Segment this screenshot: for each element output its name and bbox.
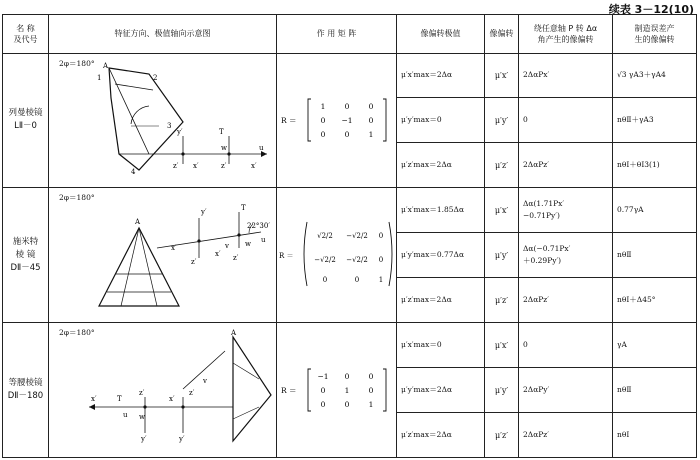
- error-value: nθⅡ: [613, 233, 697, 278]
- label-y: y′: [201, 208, 207, 217]
- matrix-cell-0-0: 1: [320, 102, 326, 112]
- label-4: 4: [131, 167, 136, 176]
- error-value: nθⅡ＋γA3: [613, 98, 697, 143]
- deflection-symbol: μ′x′: [485, 323, 519, 368]
- prism-table: [2, 14, 697, 458]
- label-z2: z′: [221, 161, 227, 170]
- header-row: [3, 15, 697, 54]
- label-w: w: [221, 143, 227, 152]
- error-value: √3 γA3＋γA4: [613, 53, 697, 98]
- matrix-cell-0-1: −√2/2: [346, 232, 368, 241]
- arbitrary-axis-value: 0: [519, 323, 613, 368]
- matrix-cell: [277, 323, 397, 458]
- extreme-value: μ′z′max＝2Δα: [397, 143, 485, 188]
- angle-label: 2φ＝180°: [59, 193, 95, 203]
- deflection-symbol: μ′x′: [485, 53, 519, 98]
- matrix-cell-2-2: 1: [368, 400, 374, 410]
- header-error: 制造误差产 生的像偏转: [613, 15, 697, 54]
- matrix-cell-2-0: 0: [320, 130, 326, 140]
- matrix-cell-2-1: 0: [354, 276, 360, 285]
- deflection-symbol: μ′y′: [485, 98, 519, 143]
- error-value: nθⅡ: [613, 368, 697, 413]
- error-value: nθⅠ: [613, 413, 697, 458]
- table-row: [3, 53, 697, 98]
- label-angle: 22°30′: [247, 222, 270, 231]
- header-arbitrary: 绕任意轴 P 转 Δα 角产生的像偏转: [519, 15, 613, 54]
- label-x: x′: [193, 161, 199, 170]
- arbitrary-axis-value: Δα(1.71Px′ −0.71Py′): [519, 188, 613, 233]
- matrix-prefix: R ＝: [281, 116, 297, 126]
- label-z2: z′: [189, 389, 195, 398]
- matrix-cell-0-1: 0: [344, 372, 350, 382]
- label-x: x′: [91, 395, 97, 404]
- matrix-cell-1-0: 0: [320, 386, 326, 396]
- matrix-cell-0-2: 0: [368, 372, 374, 382]
- matrix-cell-2-0: 0: [320, 400, 326, 410]
- label-y: y′: [177, 127, 183, 136]
- label-A: A: [103, 61, 109, 70]
- prism-name: 列曼棱镜 LⅡ－0: [3, 53, 49, 188]
- extreme-value: μ′y′max＝0: [397, 98, 485, 143]
- deflection-symbol: μ′y′: [485, 368, 519, 413]
- diagram-lehmann: [49, 53, 277, 188]
- header-name: 名 称 及代号: [3, 15, 49, 54]
- label-z2: z′: [233, 254, 239, 263]
- label-x2: x′: [169, 395, 175, 404]
- prism-name: 施米特 棱 镜 DⅡ－45: [3, 188, 49, 323]
- label-z: z′: [173, 161, 179, 170]
- matrix-schmidt: [277, 214, 397, 294]
- label-x2: x′: [215, 250, 221, 259]
- header-extreme: 像偏转极值: [397, 15, 485, 54]
- matrix-cell-0-2: 0: [368, 102, 374, 112]
- matrix-cell-2-0: 0: [322, 276, 328, 285]
- label-T: T: [219, 127, 224, 136]
- label-A: A: [231, 329, 237, 338]
- extreme-value: μ′z′max＝2Δα: [397, 413, 485, 458]
- label-x: x′: [171, 244, 177, 253]
- arbitrary-axis-value: 2ΔαPz′: [519, 143, 613, 188]
- matrix-cell-2-1: 0: [344, 130, 350, 140]
- header-deflection: 像偏转: [485, 15, 519, 54]
- diagram-isosceles: [49, 323, 277, 458]
- isosceles-prism-diagram: [49, 323, 277, 447]
- deflection-symbol: μ′z′: [485, 413, 519, 458]
- label-v: v: [203, 377, 207, 386]
- deflection-symbol: μ′y′: [485, 233, 519, 278]
- label-z: z′: [191, 258, 197, 267]
- arbitrary-axis-value: 2ΔαPz′: [519, 278, 613, 323]
- matrix-cell-1-2: 0: [368, 116, 374, 126]
- continuation-label: 续表 3－12(10): [608, 3, 694, 16]
- matrix-cell-2-1: 0: [344, 400, 350, 410]
- table-row: [3, 188, 697, 233]
- error-value: nθⅠ＋Δ45°: [613, 278, 697, 323]
- label-A: A: [135, 218, 141, 227]
- matrix-cell-2-2: 1: [378, 276, 384, 285]
- matrix-cell: [277, 53, 397, 188]
- label-1: 1: [97, 73, 102, 82]
- arbitrary-axis-value: Δα(−0.71Px′ ＋0.29Py′): [519, 233, 613, 278]
- arbitrary-axis-value: 0: [519, 98, 613, 143]
- extreme-value: μ′y′max＝0.77Δα: [397, 233, 485, 278]
- matrix-isosceles: [277, 359, 397, 419]
- deflection-symbol: μ′z′: [485, 278, 519, 323]
- matrix-lehmann: [277, 89, 397, 149]
- label-3: 3: [167, 121, 172, 130]
- label-y2: y′: [179, 435, 185, 444]
- table-row: [3, 323, 697, 368]
- matrix-cell-1-1: 1: [344, 386, 350, 396]
- matrix-cell-2-2: 1: [368, 130, 374, 140]
- angle-label: 2φ＝180°: [59, 328, 95, 338]
- label-w: w: [139, 413, 145, 422]
- matrix-cell-1-1: −√2/2: [346, 256, 368, 265]
- label-u: u: [123, 411, 128, 420]
- extreme-value: μ′x′max＝1.85Δα: [397, 188, 485, 233]
- deflection-symbol: μ′z′: [485, 143, 519, 188]
- matrix-prefix: R ＝: [279, 252, 294, 261]
- matrix-cell-0-1: 0: [344, 102, 350, 112]
- label-v: v: [225, 242, 229, 251]
- matrix-cell-1-0: 0: [320, 116, 326, 126]
- matrix-prefix: R ＝: [281, 386, 297, 396]
- angle-label: 2φ＝180°: [59, 58, 95, 68]
- label-y: y′: [141, 435, 147, 444]
- label-T: T: [117, 395, 122, 404]
- lehmann-prism-diagram: [49, 54, 277, 178]
- label-x2: x′: [251, 161, 257, 170]
- matrix-cell-0-0: −1: [317, 372, 329, 382]
- label-w: w: [245, 240, 251, 249]
- matrix-cell: [277, 188, 397, 323]
- matrix-cell-0-2: 0: [378, 232, 384, 241]
- label-T: T: [241, 204, 246, 213]
- error-value: nθⅠ＋θⅠ3(1): [613, 143, 697, 188]
- matrix-cell-0-0: √2/2: [317, 232, 333, 241]
- extreme-value: μ′x′max＝0: [397, 323, 485, 368]
- header-diagram: 特征方向、极值轴向示意图: [49, 15, 277, 54]
- label-u: u: [261, 236, 266, 245]
- extreme-value: μ′z′max＝2Δα: [397, 278, 485, 323]
- arbitrary-axis-value: 2ΔαPx′: [519, 53, 613, 98]
- schmidt-prism-diagram: [49, 188, 277, 312]
- arbitrary-axis-value: 2ΔαPz′: [519, 413, 613, 458]
- label-u: u: [259, 143, 264, 152]
- matrix-cell-1-1: −1: [341, 116, 353, 126]
- matrix-cell-1-2: 0: [368, 386, 374, 396]
- diagram-schmidt: [49, 188, 277, 323]
- error-value: γA: [613, 323, 697, 368]
- deflection-symbol: μ′x′: [485, 188, 519, 233]
- error-value: 0.77γA: [613, 188, 697, 233]
- arbitrary-axis-value: 2ΔαPy′: [519, 368, 613, 413]
- extreme-value: μ′y′max＝2Δα: [397, 368, 485, 413]
- label-z: z′: [139, 389, 145, 398]
- extreme-value: μ′x′max＝2Δα: [397, 53, 485, 98]
- matrix-cell-1-0: −√2/2: [314, 256, 336, 265]
- label-2: 2: [153, 73, 158, 82]
- header-matrix: 作 用 矩 阵: [277, 15, 397, 54]
- prism-name: 等腰棱镜 DⅡ－180: [3, 323, 49, 458]
- matrix-cell-1-2: 0: [378, 256, 384, 265]
